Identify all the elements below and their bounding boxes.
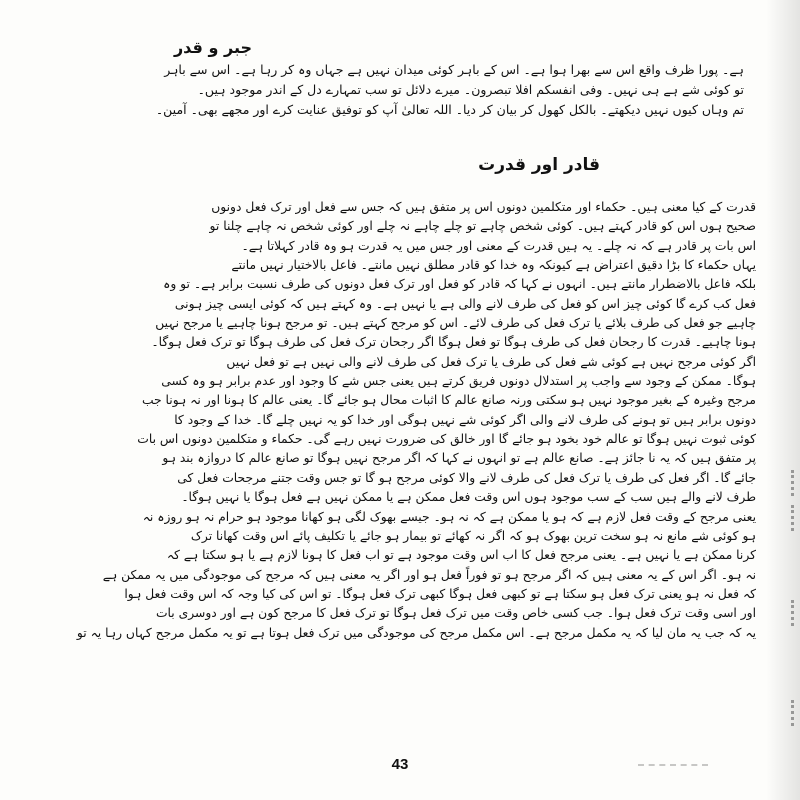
body-line: بلکہ فاعل بالاضطرار مانتے ہیں۔ انہوں نے کہا کہ قادر کو فعل اور ترک فعل دونوں کی طرف نسبت برابر ہے۔ تو وہ bbox=[163, 277, 756, 292]
paragraph-line: ہے۔ پورا ظرف واقع اس سے بھرا ہوا ہے۔ اس کے باہر کوئی میدان نہیں ہے جہاں وہ کر رہا ہے۔ اس سے باہر bbox=[164, 62, 744, 77]
section-body bbox=[76, 198, 756, 643]
body-line: صحیح ہوں اس کو قادر کہتے ہیں۔ کوئی شخص چاہے تو چلے چاہے نہ چلے اور کوئی شخص نہ چاہے چلنا تو bbox=[209, 219, 756, 234]
body-line: چاہیے جو فعل کی طرف بلائے یا ترک فعل کی طرف لائے۔ اس کو مرجح کہتے ہیں۔ تو مرجح ہونا چاہیے یا مرجح نہیں bbox=[155, 316, 756, 331]
body-line: اگر کوئی مرجح نہیں ہے کوئی شے فعل کی طرف یا ترک فعل کی طرف لانے والی نہیں ہے تو فعل نہیں bbox=[226, 354, 756, 369]
page-edge-mark bbox=[769, 505, 794, 531]
body-line: اس بات پر قادر ہے کہ نہ چلے۔ یہ ہیں قدرت کے معنی اور جس میں یہ قدرت ہو وہ قادر کہلاتا ہے۔ bbox=[241, 238, 756, 253]
body-line: یہاں حکماء کا بڑا دقیق اعتراض ہے کیونکہ وہ خدا کو قادر مطلق نہیں مانتے۔ فاعل بالاختیار نہیں مانتے bbox=[231, 258, 756, 273]
body-line: نہ ہو۔ اگر اس کے یہ معنی ہیں کہ اگر مرجح ہو تو فوراً فعل ہو اور اگر یہ معنی ہیں کہ مرجح کی موجودگی میں یہ ممکن ہے bbox=[102, 567, 756, 582]
body-line: فعل کب کرے گا کوئی چیز اس کو فعل کی طرف لانے والی ہے یا نہیں ہے۔ وہ کہتے ہیں کہ کوئی ایسی چیز ہونی bbox=[174, 296, 756, 311]
body-line: یعنی مرجح کے وقت فعل لازم ہے کہ ہو یا ممکن ہے کہ نہ ہو۔ جیسے بھوک لگی ہو کھانا موجود ہو حرام نہ ہو روزہ نہ bbox=[142, 509, 756, 524]
body-line: ہو کوئی شے مانع نہ ہو سخت ترین بھوک ہو کہ اگر نہ کھائے تو بیمار ہو جائے یا تکلیف پائے اس وقت کھانا ترک bbox=[190, 528, 756, 543]
paragraph-line: تم وہاں کیوں نہیں دیکھتے۔ بالکل کھول کر بیان کر دیا۔ اللہ تعالیٰ آپ کو توفیق عنایت کرے اور مجھے بھی۔ آمین۔ bbox=[155, 102, 744, 117]
page-edge-mark bbox=[769, 700, 794, 726]
body-line: طرف لانے والے ہیں سب کے سب موجود ہوں اس وقت فعل ممکن ہے یا ممکن نہیں ہے فعل ہوگا یا نہیں ہوگا۔ bbox=[181, 490, 756, 505]
body-line: ہونا چاہیے۔ قدرت کا رجحان فعل کی طرف ہوگا تو فعل ہوگا اگر رجحان ترک فعل کی طرف ہوگا تو ترک فعل ہوگا۔ bbox=[151, 335, 756, 350]
body-line: کوئی ثبوت نہیں ہوگا تو عالم خود بخود ہو جائے گا اور خالق کی ضرورت نہیں رہے گی۔ حکماء و متکلمین دونوں اس بات bbox=[137, 432, 756, 447]
page-edge-mark bbox=[769, 600, 794, 626]
body-line: قدرت کے کیا معنی ہیں۔ حکماء اور متکلمین دونوں اس پر متفق ہیں کہ جس سے فعل اور ترک فعل دونوں bbox=[211, 200, 756, 214]
body-line: جائے گا۔ اگر فعل کی طرف یا ترک فعل کی طرف لانے والا کوئی مرجح ہو گا تو جس وقت جتنے مرجحات فعل کی bbox=[177, 470, 756, 485]
body-line: کرنا ممکن ہے یا نہیں ہے۔ یعنی مرجح فعل کا اب اس وقت موجود ہے تو اب فعل کا ہونا لازم ہے یا ہو سکتا ہے کہ bbox=[166, 548, 756, 563]
page-number: 43 bbox=[391, 756, 409, 773]
paragraph-line: تو کوئی شے ہے ہی نہیں۔ وفی انفسکم افلا تبصرون۔ میرے دلائل تو سب تمہارے دل کے اندر موجود ہیں۔ bbox=[197, 82, 744, 97]
body-line: ہوگا۔ ممکن کے وجود سے واجب پر استدلال دونوں فریق کرتے ہیں یعنی جس شے کا وجود اور عدم برابر ہو وہ کسی bbox=[161, 374, 756, 389]
opening-paragraph bbox=[155, 60, 744, 120]
page-smudge bbox=[638, 764, 708, 788]
body-line: یہ کہ جب یہ مان لیا کہ یہ مکمل مرجح ہے۔ اس مکمل مرجح کی موجودگی میں ترک فعل ہوتا ہے تو یہ مکمل مرجح کہاں رہا یہ تو bbox=[76, 625, 756, 640]
binding-shadow bbox=[766, 0, 800, 800]
page-edge-mark bbox=[769, 470, 794, 496]
body-line: کہ فعل نہ ہو یعنی ترک فعل ہو سکتا ہے تو کبھی فعل ہوگا کبھی ترک فعل ہوگا۔ تو اس کی کیا وجہ کہ اس وقت فعل ہوا bbox=[124, 586, 756, 601]
body-line: مرجح وغیرہ کے بغیر موجود نہیں ہو سکتی ورنہ صانع عالم کا اثبات محال ہو جائے گا۔ یعنی عالم کا ہونا اور نہ ہونا جب bbox=[141, 393, 756, 408]
running-header: جبر و قدر bbox=[173, 38, 252, 57]
body-line: دونوں برابر ہیں تو ہونے کی طرف لانے والی اگر کوئی شے نہیں ہوگی اور خدا کو یہ نہیں چلے گا۔ خدا کے وجود کا bbox=[174, 412, 756, 427]
section-heading: قادر اور قدرت bbox=[478, 155, 600, 175]
body-line: پر متفق ہیں کہ یہ نا جائز ہے۔ صانع عالم ہے تو انہوں نے کہا کہ اگر مرجح نہیں ہوگا تو صانع عالم کا دروازہ بند ہو bbox=[162, 451, 756, 466]
body-line: اور اسی وقت ترک فعل ہوا۔ جب کسی خاص وقت میں ترک فعل ہوگا تو ترک فعل کا مرجح کون ہے اور دوسری بات bbox=[155, 606, 756, 621]
